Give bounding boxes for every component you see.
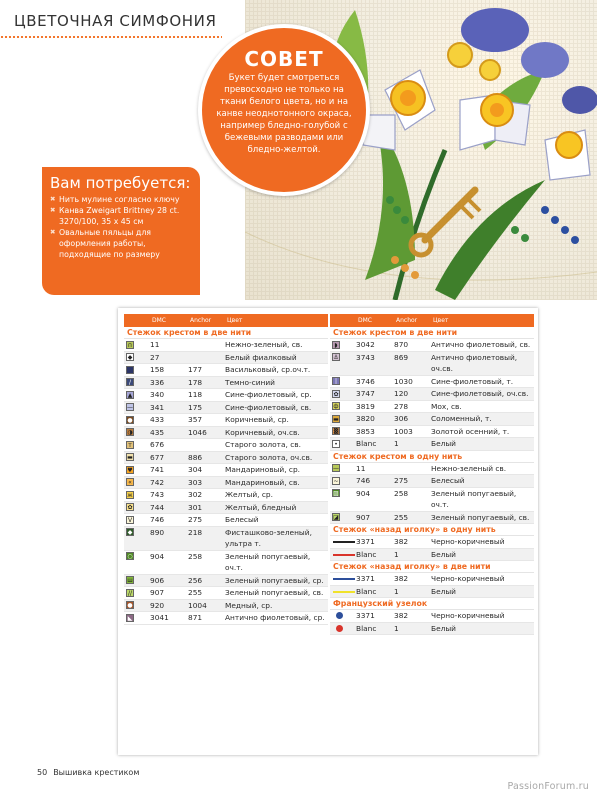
symbol-swatch: ф (333, 403, 339, 410)
dmc-number: 3853 (356, 426, 375, 436)
anchor-number: 1 (394, 439, 399, 448)
dmc-number: 3743 (356, 352, 375, 362)
table-row (124, 575, 328, 588)
dmc-number: 3371 (356, 611, 375, 620)
color-name: Белый (431, 623, 456, 633)
backstitch-line-swatch (333, 554, 355, 556)
dmc-number: 746 (356, 476, 371, 485)
section-heading: Стежок крестом в одну нить (330, 451, 534, 463)
table-row (124, 477, 328, 490)
page-footer (37, 768, 139, 777)
color-name: Сине-фиолетовый, оч.св. (431, 389, 529, 398)
anchor-number: 301 (188, 502, 203, 512)
anchor-number: 258 (394, 488, 409, 498)
materials-title: Вам потребуется: (50, 174, 191, 192)
symbol-swatch: — (127, 404, 133, 411)
anchor-number: 886 (188, 452, 203, 462)
color-name: Коричневый, ср. (225, 415, 289, 424)
anchor-number: 870 (394, 340, 409, 349)
advice-title: СОВЕТ (244, 47, 324, 71)
table-row (124, 364, 328, 377)
dotted-rule (0, 36, 222, 38)
table-row (330, 610, 534, 623)
dmc-number: 336 (150, 377, 165, 387)
dmc-number: 3042 (356, 340, 375, 349)
symbol-swatch: | (332, 377, 340, 385)
table-row (124, 600, 328, 613)
table-row (330, 339, 534, 352)
dmc-number: Blanc (356, 623, 377, 633)
anchor-number: 382 (394, 611, 409, 620)
color-name: Нежно-зеленый, св. (225, 340, 303, 349)
table-row (124, 489, 328, 502)
symbol-swatch: V (127, 516, 133, 524)
dmc-number: 3747 (356, 389, 375, 398)
color-name: Старого золота, оч.св. (225, 452, 313, 462)
dmc-number: 27 (150, 352, 160, 362)
table-row (124, 339, 328, 352)
key-column-right (330, 314, 534, 635)
table-row (124, 464, 328, 477)
anchor-number: 1 (394, 586, 399, 596)
dmc-number: 890 (150, 527, 165, 537)
symbol-swatch: / (126, 378, 134, 386)
anchor-number: 256 (188, 575, 203, 585)
anchor-number: 303 (188, 477, 203, 487)
color-name: Черно-коричневый (431, 611, 505, 620)
symbol-swatch: ◆ (127, 354, 133, 361)
materials-box (42, 167, 200, 295)
anchor-number: 302 (188, 490, 203, 499)
dmc-number: 907 (356, 512, 371, 522)
table-row (330, 488, 534, 512)
dmc-number: 3371 (356, 574, 375, 583)
symbol-swatch: ● (127, 602, 133, 609)
color-name: Зеленый попугаевый, оч.т. (431, 488, 517, 509)
table-row (124, 389, 328, 402)
anchor-number: 1003 (394, 426, 413, 436)
table-row (330, 536, 534, 549)
watermark: PassionForum.ru (507, 781, 589, 792)
table-row (124, 352, 328, 365)
color-name: Мандариновый, ср. (225, 465, 301, 474)
section-heading: Стежок крестом в две нити (124, 327, 328, 339)
dmc-number: 3371 (356, 537, 375, 546)
symbol-swatch: ● (127, 416, 133, 424)
table-row (330, 549, 534, 562)
dmc-number: 744 (150, 502, 165, 512)
symbol-swatch: ~ (333, 477, 339, 485)
symbol-swatch: ♥ (127, 466, 133, 474)
dmc-number: 742 (150, 477, 165, 487)
symbol-swatch: ш (127, 577, 133, 584)
header-dmc: DMC (358, 317, 372, 324)
dmc-number: 3819 (356, 401, 375, 411)
table-row (330, 512, 534, 525)
symbol-swatch: ▨ (333, 490, 339, 497)
color-name: Черно-коричневый (431, 574, 505, 583)
backstitch-line-swatch (333, 578, 355, 580)
color-name: Старого золота, св. (225, 440, 301, 449)
table-row (330, 438, 534, 451)
section-heading: Французский узелок (330, 598, 534, 610)
table-header (124, 314, 328, 327)
color-name: Сине-фиолетовый, ср. (225, 390, 312, 399)
dmc-number: Blanc (356, 586, 377, 596)
symbol-swatch: ○ (127, 553, 133, 560)
header-color: Цвет (227, 317, 243, 324)
dmc-number: 743 (150, 490, 165, 499)
table-row (124, 439, 328, 452)
header-dmc: DMC (152, 317, 166, 324)
header-anchor: Anchor (190, 317, 212, 324)
anchor-number: 869 (394, 352, 409, 362)
color-key-table (118, 308, 538, 755)
magazine-name: Вышивка крестиком (53, 768, 140, 777)
dmc-number: 920 (150, 600, 165, 610)
table-row (330, 586, 534, 599)
anchor-number: 255 (394, 512, 409, 522)
materials-item: ✖ Канва Zweigart Brittney 28 ct. 3270/100, 35 х 45 см (50, 205, 192, 227)
header-color: Цвет (433, 317, 449, 324)
section-heading: Стежок «назад иголку» в одну нить (330, 524, 534, 536)
symbol-swatch: ▲ (127, 391, 133, 399)
dmc-number: 341 (150, 402, 165, 412)
symbol-swatch: « (126, 478, 134, 486)
table-row (124, 527, 328, 551)
symbol-swatch (126, 366, 134, 374)
header-anchor: Anchor (396, 317, 418, 324)
dmc-number: 3041 (150, 613, 169, 622)
color-name: Зеленый попугаевый, св. (225, 588, 324, 597)
dmc-number: 433 (150, 415, 165, 424)
color-name: Антично фиолетовый, оч.св. (431, 352, 518, 373)
dmc-number: 158 (150, 365, 165, 374)
color-name: Нежно-зеленый св. (431, 463, 507, 473)
color-name: Антично фиолетовый, св. (431, 340, 531, 349)
symbol-swatch: ◪ (333, 514, 339, 521)
table-row (330, 413, 534, 426)
symbol-swatch: ◗ (332, 341, 340, 349)
color-name: Мох, св. (431, 401, 462, 411)
symbol-swatch: ж (127, 491, 133, 499)
color-name: Сине-фиолетовый, т. (431, 376, 514, 386)
color-name: Зеленый попугаевый, ср. (225, 575, 324, 585)
dmc-number: Blanc (356, 549, 377, 559)
anchor-number: 178 (188, 377, 203, 387)
symbol-swatch: • (332, 440, 340, 448)
color-name: Антично фиолетовый, ср. (225, 613, 325, 622)
anchor-number: 306 (394, 414, 409, 423)
anchor-number: 1004 (188, 600, 207, 610)
backstitch-line-swatch (333, 591, 355, 593)
symbol-swatch: ◑ (127, 429, 133, 436)
dmc-number: 3820 (356, 414, 375, 423)
color-name: Соломенный, т. (431, 414, 492, 423)
table-row (330, 401, 534, 414)
key-column-left (124, 314, 328, 625)
anchor-number: 1030 (394, 376, 413, 386)
color-name: Коричневый, оч.св. (225, 427, 300, 437)
table-row (330, 463, 534, 476)
symbol-swatch: ▬ (127, 454, 133, 461)
table-header (330, 314, 534, 327)
table-row (330, 475, 534, 488)
anchor-number: 304 (188, 465, 203, 474)
table-row (124, 514, 328, 527)
table-row (330, 376, 534, 389)
anchor-number: 120 (394, 389, 409, 398)
materials-item: ✖ Нить мулине согласно ключу (50, 194, 192, 205)
dmc-number: 11 (150, 340, 160, 349)
color-name: Зеленый попугаевый, св. (431, 512, 530, 522)
color-name: Белый (431, 549, 456, 559)
table-row (124, 402, 328, 415)
color-name: Сине-фиолетовый, св. (225, 402, 312, 412)
color-name: Белый (431, 586, 456, 596)
symbol-swatch: п (126, 341, 134, 349)
symbol-swatch: ▬ (333, 415, 339, 423)
color-name: Медный, ср. (225, 600, 273, 610)
color-name: Мандариновый, св. (225, 477, 300, 487)
dmc-number: 11 (356, 463, 366, 473)
french-knot-swatch (336, 612, 343, 619)
dmc-number: 676 (150, 440, 165, 449)
table-row (124, 551, 328, 575)
dmc-number: Blanc (356, 439, 377, 448)
color-name: Белесый (225, 515, 259, 524)
table-row (330, 623, 534, 636)
dmc-number: 904 (356, 488, 371, 498)
color-name: Белый фиалковый (225, 352, 297, 362)
anchor-number: 382 (394, 537, 409, 546)
dmc-number: 746 (150, 515, 165, 524)
table-row (124, 502, 328, 515)
anchor-number: 255 (188, 588, 203, 597)
color-name: Белесый (431, 476, 465, 485)
table-row (330, 388, 534, 401)
symbol-swatch: // (127, 589, 133, 597)
dmc-number: 904 (150, 551, 165, 561)
anchor-number: 357 (188, 415, 203, 424)
section-title: ЦВЕТОЧНАЯ СИМФОНИЯ (14, 12, 217, 30)
backstitch-line-swatch (333, 541, 355, 543)
dmc-number: 435 (150, 427, 165, 437)
symbol-swatch: т (126, 441, 134, 449)
color-name: Желтый, бледный (225, 502, 297, 512)
color-name: Белый (431, 439, 456, 448)
anchor-number: 871 (188, 613, 203, 622)
anchor-number: 218 (188, 527, 203, 537)
advice-badge (198, 24, 370, 196)
color-name: Васильковый, ср.оч.т. (225, 365, 311, 374)
section-heading: Стежок «назад иголку» в две нити (330, 561, 534, 573)
anchor-number: 1 (394, 623, 399, 633)
french-knot-swatch (336, 625, 343, 632)
anchor-number: 1046 (188, 427, 207, 437)
dmc-number: 3746 (356, 376, 375, 386)
table-row (124, 377, 328, 390)
color-name: Фисташково-зеленый, ультра т. (225, 527, 312, 548)
dmc-number: 677 (150, 452, 165, 462)
anchor-number: 275 (188, 515, 203, 524)
symbol-swatch: ✿ (127, 504, 133, 511)
anchor-number: 278 (394, 401, 409, 411)
color-name: Зеленый попугаевый, оч.т. (225, 551, 311, 572)
symbol-swatch: ✿ (333, 390, 339, 398)
symbol-swatch: ◆ (127, 529, 133, 536)
table-row (124, 452, 328, 465)
table-row (124, 587, 328, 600)
anchor-number: 1 (394, 549, 399, 559)
table-row (330, 426, 534, 439)
table-row (124, 414, 328, 427)
table-row (124, 427, 328, 440)
anchor-number: 275 (394, 476, 409, 485)
symbol-swatch: ◣ (127, 614, 133, 622)
table-row (330, 352, 534, 376)
dmc-number: 741 (150, 465, 165, 474)
dmc-number: 906 (150, 575, 165, 585)
materials-list (50, 194, 192, 260)
section-heading: Стежок крестом в две нити (330, 327, 534, 339)
anchor-number: 177 (188, 365, 203, 374)
color-name: Темно-синий (225, 377, 275, 387)
symbol-swatch: ▓ (333, 428, 339, 435)
page-number: 50 (37, 768, 48, 777)
anchor-number: 175 (188, 402, 203, 412)
anchor-number: 258 (188, 551, 203, 561)
materials-item: ✖ Овальные пяльцы для оформления работы, подходящие по размеру (50, 227, 192, 260)
color-name: Золотой осенний, т. (431, 426, 510, 436)
color-name: Желтый, ср. (225, 490, 273, 499)
symbol-swatch: ⚓ (333, 354, 339, 361)
table-row (124, 612, 328, 625)
dmc-number: 340 (150, 390, 165, 399)
symbol-swatch: — (333, 465, 339, 472)
anchor-number: 118 (188, 390, 203, 399)
anchor-number: 382 (394, 574, 409, 583)
color-name: Черно-коричневый (431, 537, 505, 546)
advice-text: Букет будет смотреться превосходно не только на ткани белого цвета, но и на канве неоднотонного окраса, например бледно-голубой с бежевыми разводами или бледно-желтой. (216, 73, 352, 155)
dmc-number: 907 (150, 588, 165, 597)
table-row (330, 573, 534, 586)
